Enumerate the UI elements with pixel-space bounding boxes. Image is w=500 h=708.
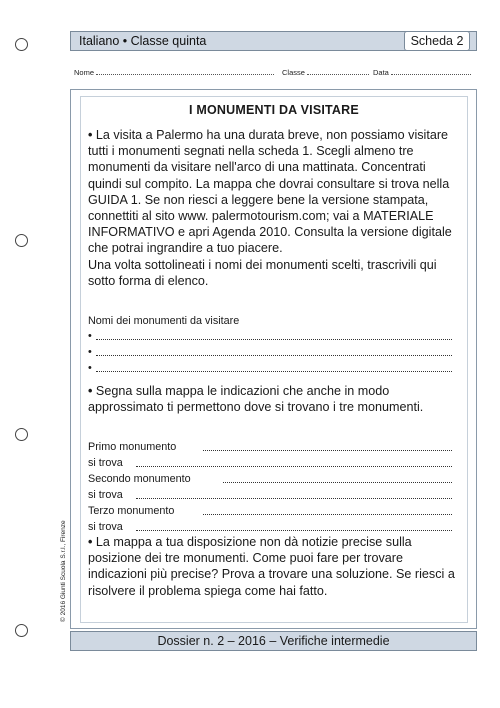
list-label: Nomi dei monumenti da visitare	[88, 315, 240, 327]
second-monument-line[interactable]	[88, 472, 452, 486]
map-task-paragraph	[88, 383, 460, 415]
answer-line	[96, 371, 452, 372]
list-item-2[interactable]	[88, 345, 452, 359]
answer-line	[203, 514, 452, 515]
class-field[interactable]	[282, 68, 369, 77]
name-dotted-line	[96, 68, 274, 75]
location-label: si trova	[88, 457, 123, 469]
sheet-badge: Scheda 2	[404, 31, 470, 51]
bullet-icon: •	[88, 330, 92, 342]
map-task-text: Segna sulla mappa le indicazioni che anche in modo approssimato ti permettono dove si trovano i tre monumenti.	[88, 384, 424, 415]
date-field[interactable]	[373, 68, 471, 77]
location-label: si trova	[88, 489, 123, 501]
bullet-icon: •	[88, 346, 92, 358]
bullet-icon: •	[88, 384, 93, 398]
binder-hole	[15, 428, 28, 441]
subject-title: Italiano • Classe quinta	[79, 34, 207, 48]
answer-line	[203, 450, 452, 451]
footer-band: Dossier n. 2 – 2016 – Verifiche intermedie	[70, 631, 477, 651]
answer-line	[136, 498, 452, 499]
answer-line	[136, 466, 452, 467]
answer-line	[96, 339, 452, 340]
class-dotted-line	[307, 68, 369, 75]
intro-paragraph	[88, 127, 460, 257]
answer-line	[96, 355, 452, 356]
binder-hole	[15, 624, 28, 637]
first-monument-line[interactable]	[88, 440, 452, 454]
intro-text: La visita a Palermo ha una durata breve, non possiamo visitare tutti i monumenti segnati nella scheda 1. Scegli almeno tre monumenti da visitare nell'arco di una mattinata. Concentrati quindi sul compito. La mappa che dovrai consultare si trova nella GUIDA 1. Se non riesci a leggere bene la versione stampata, connettiti al sito www. palermotourism.com; vai a MATERIALE INFORMATIVO e apri Agenda 2010. Consulta la versione digitale che potrai ingrandire a tuo piacere.	[88, 128, 452, 256]
bullet-icon: •	[88, 535, 93, 549]
third-monument-line[interactable]	[88, 504, 452, 518]
answer-line	[136, 530, 452, 531]
third-location-line[interactable]	[88, 520, 452, 534]
binder-hole	[15, 234, 28, 247]
final-task-text: La mappa a tua disposizione non dà notizie precise sulla posizione dei tre monumenti. Come puoi fare per trovare indicazioni più precise? Prova a trovare una soluzione. Se riesci a risolvere il problema spiega come hai fatto.	[88, 535, 455, 598]
second-location-line[interactable]	[88, 488, 452, 502]
copyright-notice: © 2016 Giunti Scuola S.r.l., Firenze	[60, 520, 67, 622]
location-label: si trova	[88, 521, 123, 533]
list-item-1[interactable]	[88, 329, 452, 343]
first-monument-label: Primo monumento	[88, 441, 177, 453]
worksheet-heading: I MONUMENTI DA VISITARE	[189, 103, 359, 117]
answer-line	[223, 482, 452, 483]
first-location-line[interactable]	[88, 456, 452, 470]
name-label: Nome	[74, 68, 95, 77]
date-label: Data	[373, 68, 389, 77]
second-monument-label: Secondo monumento	[88, 473, 191, 485]
worksheet-body	[80, 96, 468, 623]
binder-hole	[15, 38, 28, 51]
intro-paragraph-2: Una volta sottolineati i nomi dei monumenti scelti, trascrivili qui sotto forma di elenco.	[88, 258, 437, 289]
bullet-icon: •	[88, 362, 92, 374]
name-field[interactable]	[74, 68, 274, 77]
final-task-paragraph	[88, 534, 460, 599]
date-dotted-line	[391, 68, 471, 75]
third-monument-label: Terzo monumento	[88, 505, 175, 517]
header-band	[70, 31, 477, 51]
bullet-icon: •	[88, 128, 93, 142]
class-label: Classe	[282, 68, 305, 77]
list-item-3[interactable]	[88, 361, 452, 375]
